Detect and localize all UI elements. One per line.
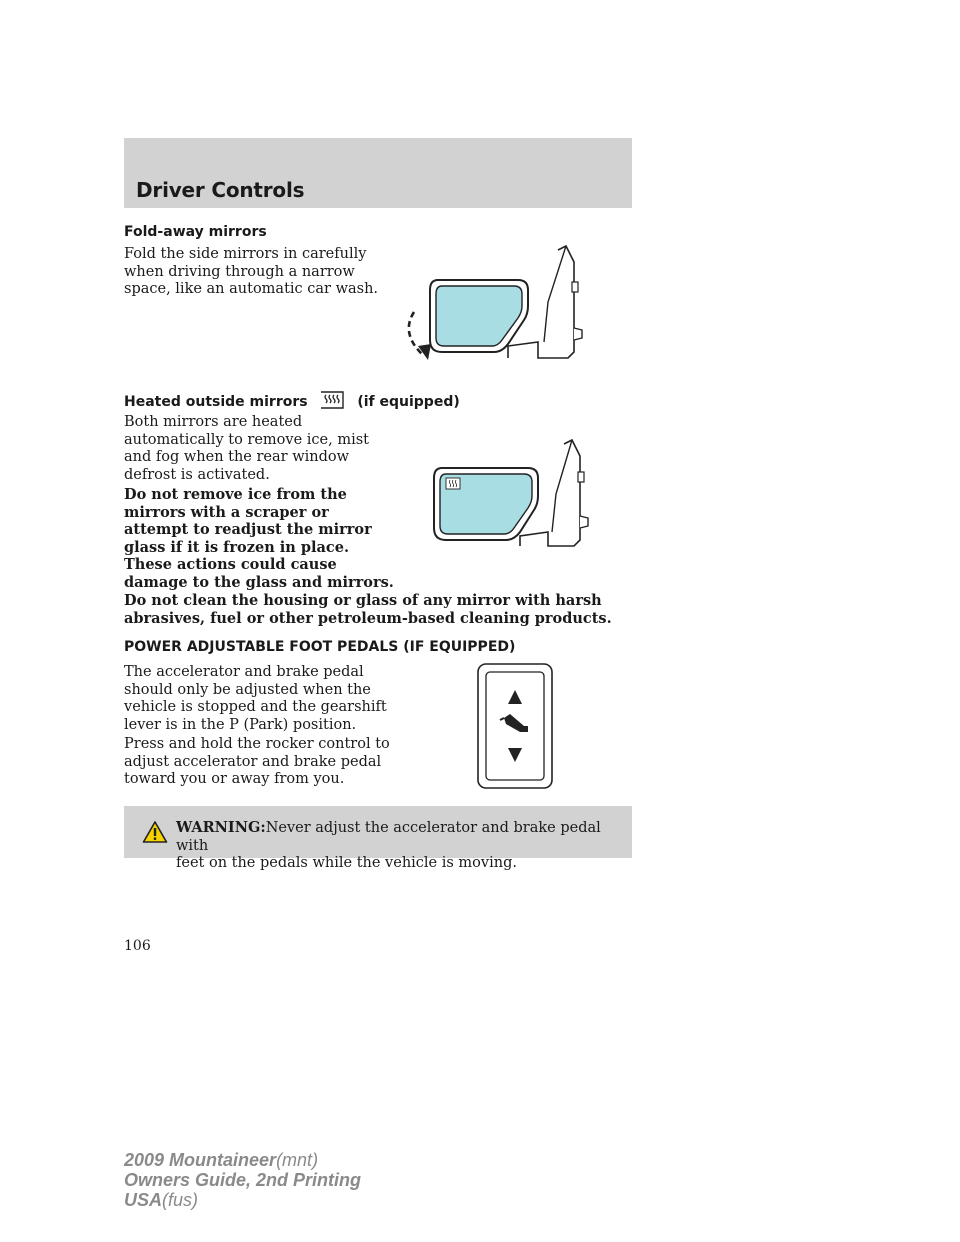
text-line: mirrors with a scraper or — [124, 503, 329, 521]
text-line: automatically to remove ice, mist — [124, 431, 369, 448]
heated-heading-suffix: (if equipped) — [357, 394, 460, 410]
heated-mirror-illustration — [430, 438, 590, 552]
fold-away-text — [124, 246, 378, 299]
text-line: should only be adjusted when the — [124, 681, 371, 698]
warning-message-1: Never adjust the accelerator and brake pedal with — [176, 820, 601, 854]
warning-triangle-icon — [142, 820, 168, 844]
footer-model: 2009 Mountaineer — [124, 1150, 277, 1170]
text-line: Fold the side mirrors in carefully — [124, 246, 367, 262]
heated-mirrors-text — [124, 414, 369, 484]
footer-model-code: (mnt) — [276, 1150, 319, 1170]
pedals-text-1 — [124, 664, 387, 734]
cleaning-caution-text — [124, 592, 612, 627]
heated-mirrors-heading — [124, 390, 460, 410]
text-line: toward you or away from you. — [124, 771, 345, 787]
text-line: vehicle is stopped and the gearshift — [124, 699, 387, 715]
text-line: defrost is activated. — [124, 466, 270, 483]
page-number: 106 — [124, 938, 151, 954]
text-line: lever is in the P (Park) position. — [124, 716, 357, 733]
text-line: space, like an automatic car wash. — [124, 281, 379, 297]
text-line: and fog when the rear window — [124, 449, 350, 465]
text-line: abrasives, fuel or other petroleum-based cleaning products. — [124, 609, 612, 627]
text-line: Do not clean the housing or glass of any mirror with harsh — [124, 592, 602, 609]
text-line: damage to the glass and mirrors. — [124, 573, 394, 591]
text-line: when driving through a narrow — [124, 263, 355, 280]
text-line: adjust accelerator and brake pedal — [124, 753, 382, 770]
rear-defrost-icon — [318, 390, 346, 410]
fold-away-heading: Fold-away mirrors — [124, 224, 267, 240]
footer-line-3 — [124, 1190, 361, 1210]
text-line: These actions could cause — [124, 556, 337, 573]
footer-line-1 — [124, 1150, 361, 1170]
warning-text — [176, 819, 626, 873]
pedal-rocker-switch-illustration — [476, 662, 554, 790]
footer-market: USA — [124, 1190, 163, 1210]
warning-line-1 — [176, 819, 626, 855]
warning-label: WARNING: — [176, 819, 266, 836]
heated-heading-text: Heated outside mirrors — [124, 394, 308, 410]
text-line: Both mirrors are heated — [124, 414, 303, 430]
text-line: The accelerator and brake pedal — [124, 664, 364, 680]
text-line: glass if it is frozen in place. — [124, 538, 350, 556]
heated-caution-text — [124, 486, 394, 591]
footer-guide: Owners Guide, 2nd Printing — [124, 1170, 362, 1190]
pedals-text-2 — [124, 736, 390, 789]
fold-away-mirror-illustration — [398, 242, 588, 364]
text-line: Do not remove ice from the — [124, 486, 347, 503]
pedals-heading: POWER ADJUSTABLE FOOT PEDALS (IF EQUIPPED) — [124, 639, 516, 655]
footer — [124, 1150, 361, 1210]
text-line: attempt to readjust the mirror — [124, 521, 372, 538]
text-line: Press and hold the rocker control to — [124, 736, 390, 752]
footer-market-code: (fus) — [162, 1190, 199, 1210]
section-title: Driver Controls — [136, 178, 305, 202]
warning-message-2: feet on the pedals while the vehicle is moving. — [176, 855, 517, 871]
